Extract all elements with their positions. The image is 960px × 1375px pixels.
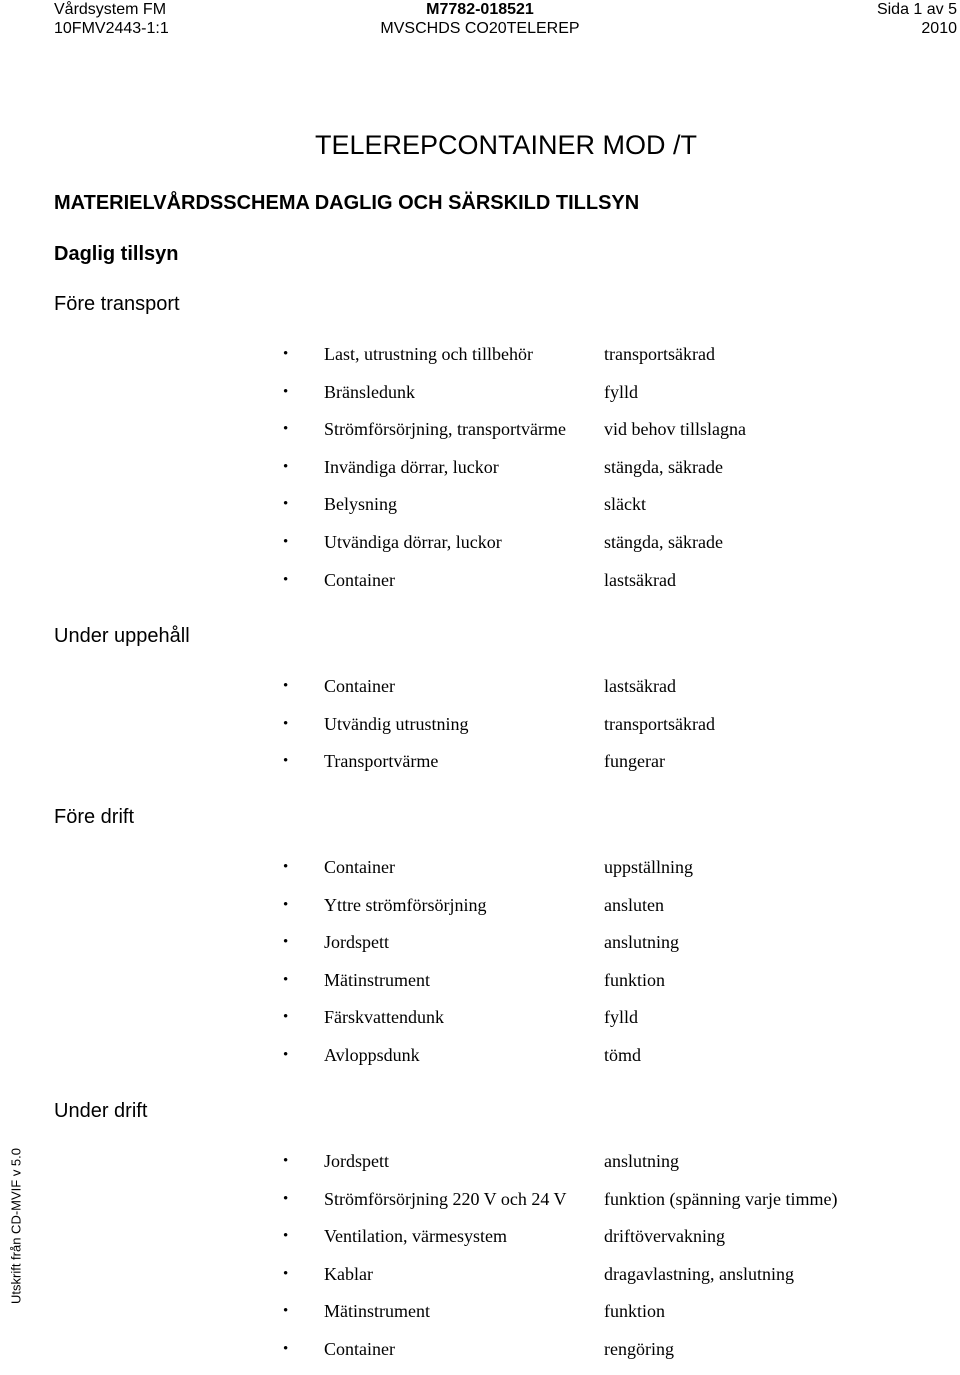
item-value: fylld (604, 381, 638, 402)
item-label: Belysning (324, 494, 398, 515)
print-source-text: Utskrift från CD-MVIF v 5.0 (8, 1147, 24, 1305)
item-value: uppställning (604, 857, 693, 877)
item-value: fylld (604, 1007, 638, 1028)
item-label: Ventilation, värmesystem (324, 1226, 507, 1247)
item-value: driftövervakning (604, 1226, 725, 1247)
bullet: • (283, 571, 289, 588)
checklist-item (0, 568, 960, 606)
item-value: släckt (604, 494, 646, 515)
section-heading-during-operation: Under drift (54, 1100, 148, 1122)
item-value: anslutning (604, 932, 679, 953)
checklist-item (0, 455, 960, 493)
item-label: Avloppsdunk (324, 1044, 420, 1065)
item-label: Strömförsörjning, transportvärme (324, 419, 566, 440)
item-label: Container (324, 1338, 395, 1359)
checklist-item (0, 1262, 960, 1300)
item-label: Last, utrustning och tillbehör (324, 344, 533, 364)
header-year: 2010 (921, 20, 957, 37)
checklist-item (0, 712, 960, 750)
document-subtitle: MATERIELVÅRDSSCHEMA DAGLIG OCH SÄRSKILD TILLSYN (54, 192, 640, 214)
header-right (877, 0, 957, 38)
item-label: Bränsledunk (324, 381, 415, 402)
item-value: vid behov tillslagna (604, 419, 746, 440)
item-value: transportsäkrad (604, 713, 715, 734)
item-label: Jordspett (324, 932, 389, 953)
checklist-item (0, 1149, 960, 1187)
bullet: • (283, 496, 289, 513)
bullet: • (283, 1153, 289, 1169)
checklist-item (0, 1299, 960, 1337)
checklist-during-stop (0, 674, 960, 787)
bullet: • (283, 458, 289, 475)
checklist-item (0, 1187, 960, 1225)
bullet: • (283, 1228, 289, 1245)
header-doc-id: MVSCHDS CO20TELEREP (380, 20, 580, 37)
item-label: Utvändig utrustning (324, 713, 469, 734)
bullet: • (283, 533, 289, 550)
bullet: • (283, 1009, 289, 1026)
bullet: • (283, 753, 289, 770)
item-value: rengöring (604, 1338, 674, 1359)
bullet: • (283, 859, 289, 875)
bullet: • (283, 934, 289, 951)
item-value: transportsäkrad (604, 344, 715, 364)
item-label: Jordspett (324, 1151, 389, 1171)
checklist-item (0, 492, 960, 530)
checklist-item (0, 1043, 960, 1081)
bullet: • (283, 346, 289, 362)
bullet: • (283, 896, 289, 913)
checklist-item (0, 930, 960, 968)
header-doc-number: M7782-018521 (426, 1, 534, 18)
section-heading-before-transport: Före transport (54, 293, 180, 315)
section-heading-before-operation: Före drift (54, 806, 135, 828)
item-value: tömd (604, 1044, 642, 1065)
checklist-item (0, 749, 960, 787)
header-center (0, 0, 960, 38)
header-system-name: Vårdsystem FM (54, 1, 167, 18)
item-value: funktion (604, 969, 665, 990)
item-value: anslutning (604, 1151, 679, 1171)
checklist-item (0, 1224, 960, 1262)
item-value: ansluten (604, 894, 664, 915)
bullet: • (283, 1265, 289, 1282)
checklist-item (0, 1005, 960, 1043)
item-value: stängda, säkrade (604, 531, 723, 552)
bullet: • (283, 678, 289, 694)
checklist-item (0, 380, 960, 418)
checklist-during-operation (0, 1149, 960, 1375)
item-value: funktion (spänning varje timme) (604, 1188, 838, 1209)
item-label: Mätinstrument (324, 1301, 430, 1322)
checklist-item (0, 674, 960, 712)
item-label: Yttre strömförsörjning (324, 894, 487, 915)
item-label: Mätinstrument (324, 969, 430, 990)
checklist-item (0, 342, 960, 380)
item-value: stängda, säkrade (604, 456, 723, 477)
bullet: • (283, 971, 289, 988)
bullet: • (283, 1190, 289, 1207)
checklist-item (0, 1337, 960, 1375)
item-label: Invändiga dörrar, luckor (324, 456, 499, 477)
item-label: Utvändiga dörrar, luckor (324, 531, 502, 552)
item-label: Strömförsörjning 220 V och 24 V (324, 1188, 567, 1209)
header-doc-code: 10FMV2443-1:1 (54, 20, 169, 37)
checklist-item (0, 893, 960, 931)
checklist-item (0, 417, 960, 455)
document-title: TELEREPCONTAINER MOD /T (314, 130, 698, 160)
item-value: lastsäkrad (604, 569, 676, 590)
header-page-number: Sida 1 av 5 (876, 1, 957, 18)
section-heading-during-stop: Under uppehåll (54, 625, 190, 647)
checklist-before-operation (0, 855, 960, 1081)
item-value: funktion (604, 1301, 665, 1322)
item-label: Färskvattendunk (324, 1007, 444, 1028)
bullet: • (283, 1303, 289, 1320)
bullet: • (283, 383, 289, 400)
item-label: Kablar (324, 1263, 373, 1284)
item-label: Container (324, 857, 395, 877)
item-label: Container (324, 676, 395, 696)
item-label: Container (324, 569, 395, 590)
item-value: dragavlastning, anslutning (604, 1263, 794, 1284)
bullet: • (283, 1046, 289, 1063)
bullet: • (283, 715, 289, 732)
checklist-item (0, 855, 960, 893)
checklist-before-transport (0, 342, 960, 605)
item-value: lastsäkrad (604, 676, 676, 696)
daily-inspection-heading: Daglig tillsyn (54, 243, 179, 265)
item-value: fungerar (604, 751, 665, 772)
item-label: Transportvärme (324, 751, 439, 772)
checklist-item (0, 530, 960, 568)
checklist-item (0, 968, 960, 1006)
bullet: • (283, 1340, 289, 1357)
bullet: • (283, 421, 289, 438)
